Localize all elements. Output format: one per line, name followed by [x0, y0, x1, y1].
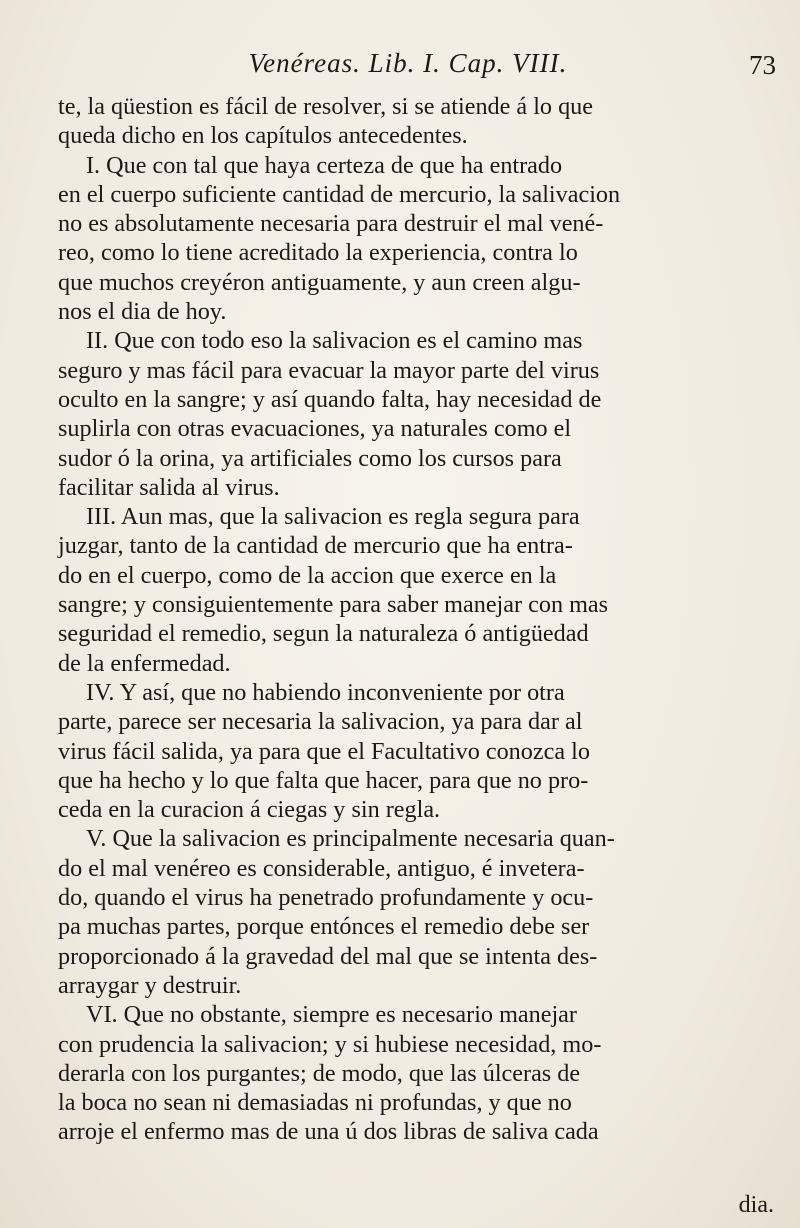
text-line: pa muchas partes, porque entónces el remedio debe ser: [58, 913, 590, 941]
text-line: arroje el enfermo mas de una ú dos libras de saliva cada: [58, 1118, 599, 1146]
text-line: juzgar, tanto de la cantidad de mercurio que ha entra-: [58, 532, 573, 560]
text-line: en el cuerpo suficiente cantidad de mercurio, la salivacion: [58, 180, 621, 208]
text-line: do el mal venéreo es considerable, antiguo, é invetera-: [58, 854, 585, 882]
text-line: la boca no sean ni demasiadas ni profundas, y que no: [58, 1089, 572, 1117]
text-line: derarla con los purgantes; de modo, que las úlceras de: [58, 1059, 581, 1087]
text-line: oculto en la sangre; y así quando falta, hay necesidad de: [58, 385, 602, 413]
text-line: seguro y mas fácil para evacuar la mayor parte del virus: [58, 356, 600, 384]
text-line: suplirla con otras evacuaciones, ya naturales como el: [58, 415, 572, 443]
text-line: queda dicho en los capítulos antecedentes.: [58, 122, 468, 150]
page-number: 73: [749, 50, 776, 80]
paragraph-ii-start: II. Que con todo eso la salivacion es el camino mas: [86, 327, 583, 355]
text-line: do, quando el virus ha penetrado profundamente y ocu-: [58, 884, 594, 912]
body-text: [58, 92, 778, 1147]
paragraph-v-start: V. Que la salivacion es principalmente necesaria quan-: [86, 825, 615, 853]
running-title: Venéreas. Lib. I. Cap. VIII.: [248, 48, 568, 78]
text-line: no es absolutamente necesaria para destruir el mal vené-: [58, 210, 604, 238]
text-line: facilitar salida al virus.: [58, 473, 280, 501]
text-line: seguridad el remedio, segun la naturaleza ó antigüedad: [58, 620, 589, 648]
text-line: parte, parece ser necesaria la salivacion, ya para dar al: [58, 708, 583, 736]
text-line: do en el cuerpo, como de la accion que exerce en la: [58, 561, 557, 589]
text-line: ceda en la curacion á ciegas y sin regla.: [58, 796, 441, 824]
text-line: con prudencia la salivacion; y si hubiese necesidad, mo-: [58, 1030, 602, 1058]
text-line: sudor ó la orina, ya artificiales como los cursos para: [58, 444, 562, 472]
paragraph-i-start: I. Que con tal que haya certeza de que ha entrado: [86, 151, 563, 179]
text-line: sangre; y consiguientemente para saber manejar con mas: [58, 591, 609, 619]
text-line: arraygar y destruir.: [58, 971, 242, 999]
running-head: [40, 48, 776, 88]
text-line: que ha hecho y lo que falta que hacer, para que no pro-: [58, 766, 589, 794]
text-line: nos el dia de hoy.: [58, 298, 227, 326]
catchword: dia.: [738, 1192, 774, 1218]
text-line: reo, como lo tiene acreditado la experiencia, contra lo: [58, 239, 578, 267]
paragraph-iii-start: III. Aun mas, que la salivacion es regla segura para: [86, 503, 580, 531]
text-line: te, la qüestion es fácil de resolver, si se atiende á lo que: [58, 93, 593, 120]
text-line: de la enfermedad.: [58, 649, 231, 677]
text-line: proporcionado á la gravedad del mal que se intenta des-: [58, 942, 598, 970]
paragraph-vi-start: VI. Que no obstante, siempre es necesario manejar: [86, 1001, 577, 1029]
text-line: virus fácil salida, ya para que el Facultativo conozca lo: [58, 737, 590, 765]
paragraph-iv-start: IV. Y así, que no habiendo inconveniente por otra: [86, 678, 565, 706]
text-line: que muchos creyéron antiguamente, y aun creen algu-: [58, 268, 581, 296]
